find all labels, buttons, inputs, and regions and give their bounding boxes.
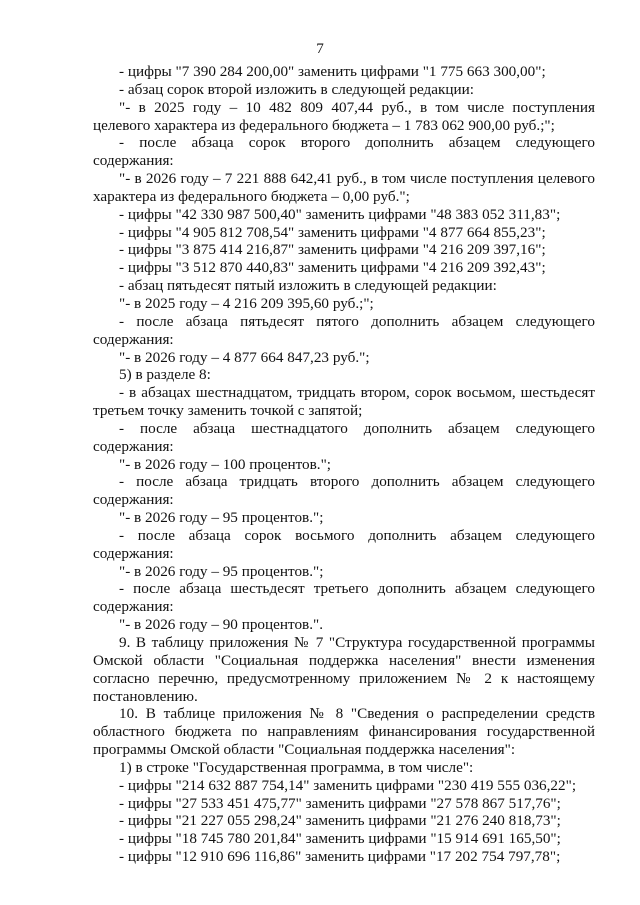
text-line: содержания:	[93, 152, 174, 170]
text-line: - цифры "27 533 451 475,77" заменить цифрами "27 578 867 517,76";	[119, 794, 561, 812]
text-line: областного бюджета по направлениям финансирования государственной	[93, 723, 595, 741]
text-line: содержания:	[93, 544, 174, 562]
text-line: - цифры "18 745 780 201,84" заменить цифрами "15 914 691 165,50";	[119, 830, 561, 848]
document-body	[93, 63, 595, 866]
text-line: - цифры "3 875 414 216,87" заменить цифрами "4 216 209 397,16";	[119, 241, 546, 259]
text-line: третьем точку заменить точкой с запятой;	[93, 402, 363, 420]
text-line: - после абзаца шестнадцатого дополнить абзацем следующего	[119, 419, 595, 437]
text-line: содержания:	[93, 330, 174, 348]
text-line: - в абзацах шестнадцатом, тридцать втором, сорок восьмом, шестьдесят	[119, 384, 595, 402]
text-line: "- в 2026 году – 4 877 664 847,23 руб.";	[119, 348, 370, 366]
text-line: - цифры "7 390 284 200,00" заменить цифрами "1 775 663 300,00";	[119, 63, 546, 80]
text-line: содержания:	[93, 437, 174, 455]
text-line: "- в 2026 году – 7 221 888 642,41 руб., в том числе поступления целевого	[119, 170, 595, 188]
text-line: - абзац пятьдесят пятый изложить в следующей редакции:	[119, 277, 497, 295]
text-line: 9. В таблицу приложения № 7 "Структура государственной программы	[119, 634, 595, 651]
text-line: согласно перечню, предусмотренному приложением № 2 к настоящему	[93, 669, 595, 687]
text-line: - абзац сорок второй изложить в следующей редакции:	[119, 80, 474, 98]
text-line: "- в 2026 году – 100 процентов.";	[119, 455, 332, 473]
text-line: "- в 2026 году – 95 процентов.";	[119, 562, 324, 580]
text-line: - цифры "21 227 055 298,24" заменить цифрами "21 276 240 818,73";	[119, 812, 561, 830]
text-line: программы Омской области "Социальная поддержка населения":	[93, 741, 516, 759]
text-line: - цифры "12 910 696 116,86" заменить цифрами "17 202 754 797,78";	[119, 848, 561, 866]
text-line: "- в 2025 году – 4 216 209 395,60 руб.;";	[119, 294, 374, 312]
text-line: "- в 2025 году – 10 482 809 407,44 руб., в том числе поступления	[119, 98, 595, 116]
text-line: - после абзаца пятьдесят пятого дополнить абзацем следующего	[119, 312, 595, 330]
text-line: - цифры "4 905 812 708,54" заменить цифрами "4 877 664 855,23";	[119, 223, 546, 241]
text-line: 10. В таблице приложения № 8 "Сведения о распределении средств	[119, 705, 595, 723]
text-line: содержания:	[93, 598, 174, 616]
text-line: характера из федерального бюджета – 0,00 руб.";	[93, 187, 410, 205]
text-line: - после абзаца сорок второго дополнить абзацем следующего	[119, 134, 595, 152]
text-line: "- в 2026 году – 95 процентов.";	[119, 509, 324, 527]
text-line: - после абзаца шестьдесят третьего дополнить абзацем следующего	[119, 580, 595, 598]
text-line: Омской области "Социальная поддержка населения" внести изменения	[93, 651, 595, 669]
page-number: 7	[316, 40, 324, 57]
text-line: - после абзаца сорок восьмого дополнить абзацем следующего	[119, 526, 595, 544]
text-line: "- в 2026 году – 90 процентов.".	[119, 616, 323, 634]
text-line: - цифры "214 632 887 754,14" заменить цифрами "230 419 555 036,22";	[119, 776, 577, 794]
text-line: 1) в строке "Государственная программа, в том числе":	[119, 758, 474, 776]
text-line: - цифры "3 512 870 440,83" заменить цифрами "4 216 209 392,43";	[119, 259, 546, 277]
text-line: содержания:	[93, 491, 174, 509]
text-line: - цифры "42 330 987 500,40" заменить цифрами "48 383 052 311,83";	[119, 205, 561, 223]
text-line: 5) в разделе 8:	[119, 366, 211, 384]
text-line: целевого характера из федерального бюджета – 1 783 062 900,00 руб.;";	[93, 116, 555, 134]
text-line: - после абзаца тридцать второго дополнить абзацем следующего	[119, 473, 595, 491]
text-line: постановлению.	[93, 687, 198, 705]
